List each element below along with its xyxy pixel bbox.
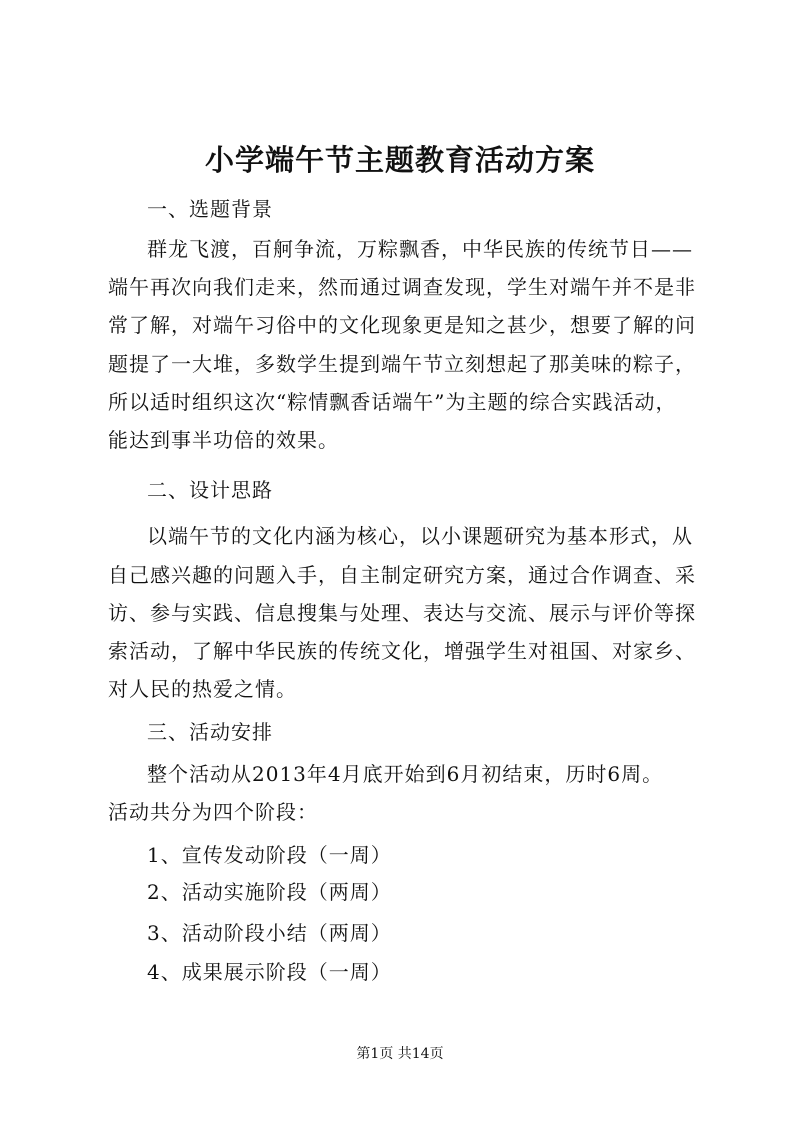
section-heading: 一、选题背景 xyxy=(147,197,273,221)
paragraph-line: 能达到事半功倍的效果。 xyxy=(108,428,339,452)
document-title: 小学端午节主题教育活动方案 xyxy=(204,143,595,177)
paragraph-line: 题提了一大堆，多数学生提到端午节立刻想起了那美味的粽子， xyxy=(108,352,696,376)
list-item: 3、活动阶段小结（两周） xyxy=(147,921,392,945)
paragraph-line: 对人民的热爱之情。 xyxy=(108,677,297,701)
page-footer: 第1页 共14页 xyxy=(356,1046,444,1062)
list-item: 2、活动实施阶段（两周） xyxy=(147,880,392,904)
paragraph-line: 群龙飞渡，百舸争流，万粽飘香，中华民族的传统节日—— xyxy=(147,237,693,261)
paragraph-line: 端午再次向我们走来，然而通过调查发现，学生对端午并不是非 xyxy=(108,275,696,299)
list-item: 1、宣传发动阶段（一周） xyxy=(147,843,392,867)
section-heading: 三、活动安排 xyxy=(147,720,273,744)
section-heading: 二、设计思路 xyxy=(147,478,273,502)
paragraph-line: 所以适时组织这次“粽情飘香话端午”为主题的综合实践活动， xyxy=(108,390,677,414)
paragraph-line: 访、参与实践、信息搜集与处理、表达与交流、展示与评价等探 xyxy=(108,601,696,625)
paragraph-line: 整个活动从2013年4月底开始到6月初结束，历时6周。 xyxy=(147,762,664,786)
paragraph-line: 活动共分为四个阶段： xyxy=(108,800,318,824)
paragraph-line: 常了解，对端午习俗中的文化现象更是知之甚少，想要了解的问 xyxy=(108,313,696,337)
paragraph-line: 自己感兴趣的问题入手，自主制定研究方案，通过合作调查、采 xyxy=(108,563,696,587)
paragraph-line: 以端午节的文化内涵为核心，以小课题研究为基本形式，从 xyxy=(147,524,693,548)
paragraph-line: 索活动，了解中华民族的传统文化，增强学生对祖国、对家乡、 xyxy=(108,639,696,663)
list-item: 4、成果展示阶段（一周） xyxy=(147,960,392,984)
